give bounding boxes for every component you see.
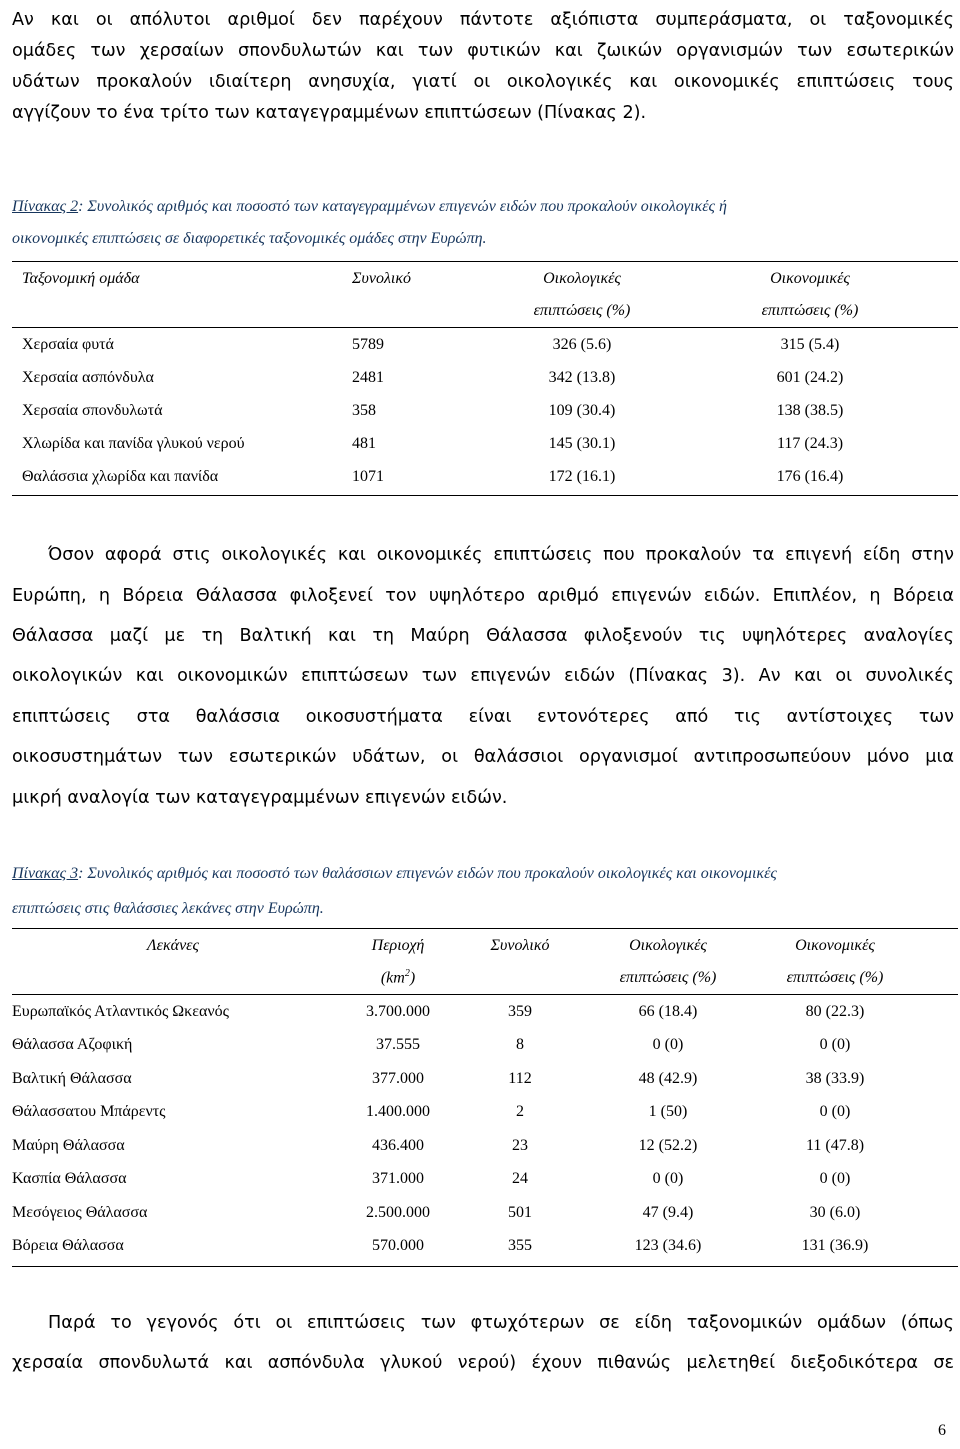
table3-top-rule <box>12 928 958 929</box>
table3-header-area-unit: $(km^2)$ <box>380 968 416 987</box>
table2-caption-text: : Συνολικός αριθμός και ποσοστό των καταγεγραμμένων επιγενών ειδών που προκαλούν οικολογικές ή <box>78 198 727 215</box>
table2-cell-eco: 172 (16.1) <box>548 467 616 485</box>
table3-cell-area: 570.000 <box>372 1237 424 1255</box>
table2-header-row-2 <box>22 294 920 328</box>
table3-cell-basin: Μεσόγειος Θάλασσα <box>12 1203 148 1221</box>
table2-header-group: Ταξονομική ομάδα <box>22 269 140 287</box>
table2-caption-text2: οικονομικές επιπτώσεις σε διαφορετικές ταξονομικές ομάδες στην Ευρώπη. <box>12 230 487 247</box>
table2-cell-group: Χερσαία φυτά <box>22 335 114 353</box>
table3-cell-total: 359 <box>508 1002 532 1020</box>
table3-cell-area: 2.500.000 <box>366 1203 430 1221</box>
table-row <box>22 460 920 493</box>
table2-cell-eco: 145 (30.1) <box>548 434 616 452</box>
table2-cell-total: 481 <box>352 434 376 452</box>
table3-cell-eco: 0 (0) <box>652 1170 684 1188</box>
table3-cell-basin: Βαλτική Θάλασσα <box>12 1069 132 1087</box>
table3-cell-eco: 48 (42.9) <box>638 1069 698 1087</box>
table3-cell-total: 8 <box>516 1036 524 1054</box>
intro-line: αγγίζουν το ένα τρίτο των καταγεγραμμένων επιπτώσεων (Πίνακας 2). <box>12 103 647 123</box>
middle-line: μικρή αναλογία των καταγεγραμμένων επιγενών ειδών. <box>12 788 508 808</box>
table3-cell-area: 1.400.000 <box>366 1103 430 1121</box>
table3-cell-eco: 12 (52.2) <box>638 1136 698 1154</box>
table2-cell-eco: 326 (5.6) <box>552 335 612 353</box>
table3-header-area: Περιοχή <box>371 936 425 954</box>
table3-cell-econ: 38 (33.9) <box>805 1069 865 1087</box>
table3-caption <box>12 858 954 890</box>
table3-cell-econ: 0 (0) <box>819 1170 851 1188</box>
table2-caption-label: Πίνακας 2 <box>12 198 79 215</box>
table3-header <box>12 930 912 995</box>
middle-line: οικολογικών και οικονομικών επιπτώσεων των επιγενών ειδών (Πίνακας 3). Αν και οι συνολικές <box>12 666 954 686</box>
table-row <box>22 361 920 394</box>
table2-header-row <box>22 263 920 294</box>
table3-cell-eco: 0 (0) <box>652 1036 684 1054</box>
table3-header-row-2 <box>12 961 912 995</box>
table3-cell-total: 112 <box>508 1069 532 1087</box>
table3-cell-basin: Μαύρη Θάλασσα <box>12 1136 125 1154</box>
middle-line: οικοσυστημάτων των εσωτερικών υδάτων, οι θαλάσσιοι οργανισμοί αντιπροσωπεύουν μόνο μια <box>12 747 954 767</box>
table-row <box>12 1230 912 1264</box>
middle-line: Θάλασσα μαζί με τη Βαλτική και τη Μαύρη Θάλασσα φιλοξενούν τις υψηλότερες αναλογίες <box>12 626 954 646</box>
middle-line: Ευρώπη, η Βόρεια Θάλασσα φιλοξενεί τον υψηλότερο αριθμό επιγενών ειδών. Επιπλέον, η Βόρεια <box>12 586 954 606</box>
table2-cell-group: Χερσαία ασπόνδυλα <box>22 368 154 386</box>
table3-header-basin: Λεκάνες <box>147 936 199 954</box>
table3-cell-eco: 1 (50) <box>648 1103 688 1121</box>
table3-cell-econ: 131 (36.9) <box>801 1237 869 1255</box>
table2-header-econ: Οικονομικές <box>770 269 850 287</box>
table-row <box>12 1029 912 1063</box>
table-row <box>12 1096 912 1130</box>
middle-line: Όσον αφορά στις οικολογικές και οικονομικές επιπτώσεις που προκαλούν τα επιγενή είδη στην <box>48 545 954 565</box>
table2-cell-econ: 117 (24.3) <box>776 434 844 452</box>
table2-cell-econ: 315 (5.4) <box>780 335 840 353</box>
table2 <box>22 263 920 328</box>
table3-header-econ-2: επιπτώσεις (%) <box>786 969 884 986</box>
table3-cell-econ: 0 (0) <box>819 1103 851 1121</box>
table2-cell-group: Θαλάσσια χλωρίδα και πανίδα <box>22 467 219 485</box>
table3-cell-area: 371.000 <box>372 1170 424 1188</box>
table-row <box>22 328 920 361</box>
table-row <box>12 995 912 1029</box>
table3-cell-area: 3.700.000 <box>366 1002 430 1020</box>
table2-cell-group: Χερσαία σπονδυλωτά <box>22 401 163 419</box>
page-number: 6 <box>938 1422 946 1439</box>
table-row <box>22 427 920 460</box>
table3-cell-area: 37.555 <box>376 1036 420 1054</box>
table3-cell-eco: 123 (34.6) <box>634 1237 702 1255</box>
table2-top-rule <box>12 261 958 262</box>
table3-header-total: Συνολικό <box>490 936 550 954</box>
table2-cell-total: 5789 <box>352 335 384 353</box>
table-row <box>12 1062 912 1096</box>
table3-cell-total: 24 <box>512 1170 528 1188</box>
intro-line: υδάτων προκαλούν ιδιαίτερη ανησυχία, γιατί οι οικολογικές και οικονομικές επιπτώσεις τους <box>12 72 954 92</box>
table3-cell-total: 501 <box>508 1203 532 1221</box>
table3-caption-line2 <box>12 893 954 925</box>
table3-bottom-rule <box>12 1266 958 1267</box>
table3-cell-eco: 47 (9.4) <box>642 1203 694 1221</box>
table3-caption-text: : Συνολικός αριθμός και ποσοστό των θαλάσσιων επιγενών ειδών που προκαλούν οικολογικές και οικονομικές <box>78 865 777 882</box>
table2-header-econ-2: επιπτώσεις (%) <box>761 302 859 319</box>
table2-header-total: Συνολικό <box>352 269 412 287</box>
table3-header-eco-2: επιπτώσεις (%) <box>619 969 717 986</box>
table2-header-eco-2: επιπτώσεις (%) <box>533 302 631 319</box>
table2-cell-group: Χλωρίδα και πανίδα γλυκού νερού <box>22 434 245 452</box>
table2-caption-line2 <box>12 223 954 255</box>
table2-bottom-rule <box>12 495 958 496</box>
table-row <box>12 1129 912 1163</box>
table2-cell-eco: 109 (30.4) <box>548 401 616 419</box>
table2-cell-econ: 601 (24.2) <box>776 368 844 386</box>
table-row <box>12 1163 912 1197</box>
table3-caption-text2: επιπτώσεις στις θαλάσσιες λεκάνες στην Ευρώπη. <box>12 900 324 917</box>
table2-caption <box>12 191 954 223</box>
table2-cell-total: 1071 <box>352 467 384 485</box>
table3-header-row <box>12 930 912 961</box>
table3-cell-econ: 11 (47.8) <box>805 1136 865 1154</box>
table2-cell-eco: 342 (13.8) <box>548 368 616 386</box>
table2-body <box>22 328 920 493</box>
final-line: χερσαία σπονδυλωτά και ασπόνδυλα γλυκού νερού) έχουν πιθανώς μελετηθεί διεξοδικότερα σε <box>12 1353 954 1373</box>
table3-cell-area: 436.400 <box>372 1136 424 1154</box>
final-line: Παρά το γεγονός ότι οι επιπτώσεις των φτωχότερων σε είδη ταξονομικών ομάδων (όπως <box>48 1313 954 1333</box>
table2-header-eco: Οικολογικές <box>543 269 621 287</box>
table3-header-econ: Οικονομικές <box>795 936 875 954</box>
table3-cell-basin: Ευρωπαϊκός Ατλαντικός Ωκεανός <box>12 1002 229 1020</box>
table3-header-eco: Οικολογικές <box>629 936 707 954</box>
table-row <box>12 1196 912 1230</box>
table3-cell-total: 355 <box>508 1237 532 1255</box>
table3-cell-econ: 30 (6.0) <box>809 1203 861 1221</box>
intro-line: ομάδες των χερσαίων σπονδυλωτών και των φυτικών και ζωικών οργανισμών των εσωτερικών <box>12 41 954 61</box>
table2-cell-total: 2481 <box>352 368 384 386</box>
table3-cell-total: 23 <box>512 1136 528 1154</box>
middle-line: επιπτώσεις στα θαλάσσια οικοσυστήματα είναι εντονότερες από τις αντίστοιχες των <box>12 707 954 727</box>
table3-cell-area: 377.000 <box>372 1069 424 1087</box>
intro-line: Αν και οι απόλυτοι αριθμοί δεν παρέχουν πάντοτε αξιόπιστα συμπεράσματα, οι ταξονομικές <box>12 10 954 30</box>
table3-cell-basin: Θάλασσατου Μπάρεντς <box>12 1103 166 1121</box>
table3-body <box>12 995 912 1263</box>
table3-cell-eco: 66 (18.4) <box>638 1002 698 1020</box>
table-row <box>22 394 920 427</box>
table3-cell-total: 2 <box>516 1103 524 1121</box>
table3-caption-label: Πίνακας 3 <box>12 865 79 882</box>
table3-cell-econ: 0 (0) <box>819 1036 851 1054</box>
table2-cell-econ: 138 (38.5) <box>776 401 844 419</box>
table3-cell-basin: Βόρεια Θάλασσα <box>12 1237 124 1255</box>
table3-cell-basin: Θάλασσα Αζοφική <box>12 1036 133 1054</box>
table3-cell-econ: 80 (22.3) <box>805 1002 865 1020</box>
table2-cell-total: 358 <box>352 401 376 419</box>
table3-cell-basin: Κασπία Θάλασσα <box>12 1170 127 1188</box>
table2-cell-econ: 176 (16.4) <box>776 467 844 485</box>
